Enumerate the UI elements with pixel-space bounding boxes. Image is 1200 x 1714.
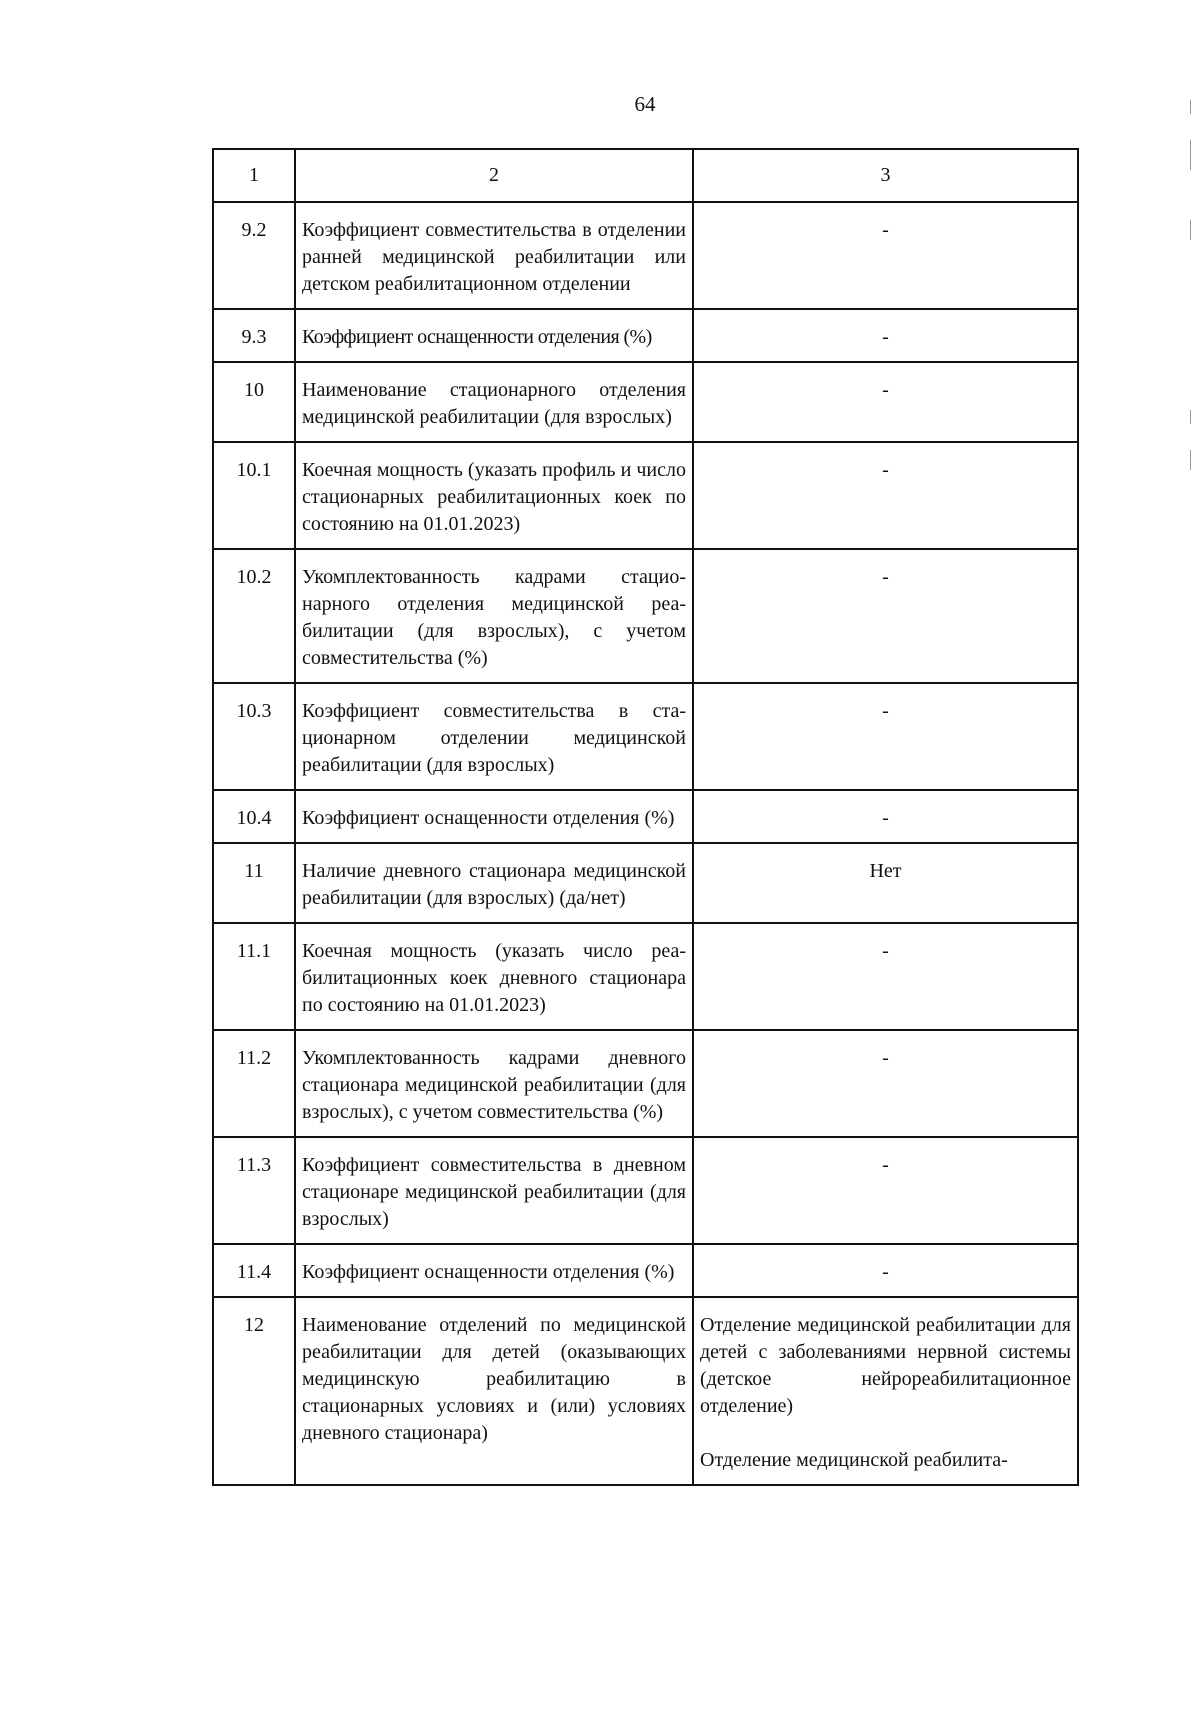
row-value: -: [693, 683, 1078, 790]
row-value: -: [693, 549, 1078, 683]
indicators-table: [212, 148, 1079, 1486]
row-number: 10.1: [213, 442, 295, 549]
row-indicator: Коечная мощность (указать профиль и число стационарных реабилитационных коек по состоянию на 01.01.2023): [295, 442, 693, 549]
table-row: [213, 309, 1078, 362]
row-number: 11.4: [213, 1244, 295, 1297]
row-number: 11.3: [213, 1137, 295, 1244]
row-number: 11.2: [213, 1030, 295, 1137]
row-indicator: Коэффициент оснащенности отделения (%): [295, 790, 693, 843]
row-value: -: [693, 309, 1078, 362]
row-number: 10.2: [213, 549, 295, 683]
row-indicator: Наименование стационарного отделения медицинской реабилитации (для взрослых): [295, 362, 693, 442]
table-row: [213, 1297, 1078, 1485]
row-number: 10.4: [213, 790, 295, 843]
table-row: [213, 1030, 1078, 1137]
row-indicator: Коэффициент совместительства в отделении ранней медицинской реабилитации или детском реабилитационном отделении: [295, 202, 693, 309]
row-value: Нет: [693, 843, 1078, 923]
table-header-row: [213, 149, 1078, 202]
value-paragraph: Отделение медицинской реабилитации для детей с заболеваниями нервной системы (детское нейрореабилитационное отделение): [700, 1314, 1071, 1417]
row-number: 11.1: [213, 923, 295, 1030]
header-col-2: 2: [295, 149, 693, 202]
row-number: 11: [213, 843, 295, 923]
table-row: [213, 1137, 1078, 1244]
table-row: [213, 843, 1078, 923]
table-row: [213, 549, 1078, 683]
row-indicator: Наличие дневного стационара медицинской реабилитации (для взрослых) (да/нет): [295, 843, 693, 923]
paragraph-gap: [700, 1420, 1071, 1447]
header-col-3: 3: [693, 149, 1078, 202]
row-indicator: Коэффициент совместительства в дневном стационаре медицинской реабилитации (для взрослых): [295, 1137, 693, 1244]
row-value: [693, 1297, 1078, 1485]
row-indicator: Укомплектованность кадрами дневного стационара медицинской реабилитации (для взрослых), с учетом совместительства (%): [295, 1030, 693, 1137]
table-row: [213, 790, 1078, 843]
row-number: 10: [213, 362, 295, 442]
row-value: -: [693, 1244, 1078, 1297]
scan-margin-marks: [1190, 100, 1194, 480]
row-value: -: [693, 202, 1078, 309]
row-number: 9.3: [213, 309, 295, 362]
table-row: [213, 683, 1078, 790]
row-indicator: Коэффициент оснащенности отделения (%): [295, 309, 693, 362]
row-indicator: Коечная мощность (указать число реабилитационных коек дневного стационара по состоянию на 01.01.2023): [295, 923, 693, 1030]
page-number: 64: [634, 92, 656, 116]
row-indicator: Коэффициент оснащенности отделения (%): [295, 1244, 693, 1297]
value-paragraph: Отделение медицинской реабилита-: [700, 1449, 1008, 1471]
row-value: -: [693, 442, 1078, 549]
row-value: -: [693, 790, 1078, 843]
table-row: [213, 1244, 1078, 1297]
table-row: [213, 202, 1078, 309]
row-indicator: Укомплектованность кадрами стационарного отделения медицинской реабилитации (для взрослых), с учетом совместительства (%): [295, 549, 693, 683]
row-value: -: [693, 1137, 1078, 1244]
row-value: -: [693, 362, 1078, 442]
row-indicator: Наименование отделений по медицинской реабилитации для детей (оказывающих медицинскую реабилитацию в стационарных условиях и (или) условиях дневного стационара): [295, 1297, 693, 1485]
row-number: 9.2: [213, 202, 295, 309]
table-row: [213, 362, 1078, 442]
table-row: [213, 442, 1078, 549]
row-indicator: Коэффициент совместительства в стационарном отделении медицинской реабилитации (для взрослых): [295, 683, 693, 790]
row-number: 10.3: [213, 683, 295, 790]
row-number: 12: [213, 1297, 295, 1485]
table-row: [213, 923, 1078, 1030]
row-value: -: [693, 923, 1078, 1030]
header-col-1: 1: [213, 149, 295, 202]
row-value: -: [693, 1030, 1078, 1137]
